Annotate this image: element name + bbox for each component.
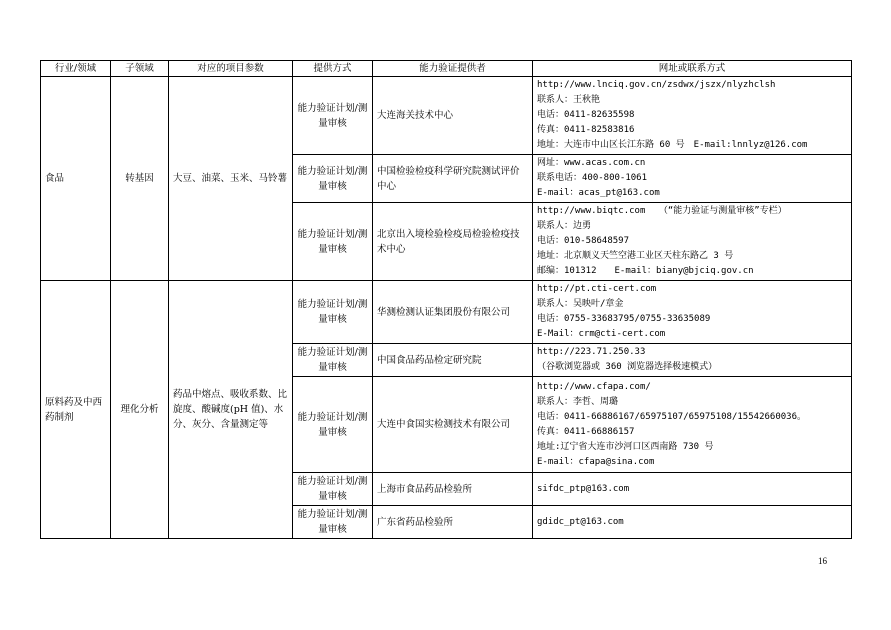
provider-cell: 中国检验检疫科学研究院测试评价中心 <box>373 155 533 203</box>
provider-cell: 北京出入境检验检疫局检验检疫技术中心 <box>373 203 533 281</box>
contact-cell <box>533 506 852 539</box>
col-header-method: 提供方式 <box>293 61 373 77</box>
header-row <box>41 61 852 77</box>
table-row <box>41 281 852 344</box>
col-header-industry: 行业/领域 <box>41 61 111 77</box>
contact-line: 联系人：王秋艳 <box>537 95 601 105</box>
provider-cell: 上海市食品药品检验所 <box>373 473 533 506</box>
contact-line: E-Mail：crm@cti-cert.com <box>537 329 666 339</box>
contact-line: 电话：0411-66886167/65975107/65975108/15542660036。 <box>537 411 806 422</box>
industry-cell: 食品 <box>41 77 111 281</box>
contact-line: 地址：北京顺义天竺空港工业区天柱东路乙 3 号 <box>537 251 734 261</box>
method-cell: 能力验证计划/测量审核 <box>293 155 373 203</box>
subfield-cell: 转基因 <box>111 77 169 281</box>
contact-cell <box>533 281 852 344</box>
provider-cell: 中国食品药品检定研究院 <box>373 344 533 377</box>
table-row <box>41 77 852 155</box>
contact-line: 联系人：李哲、周璐 <box>537 396 619 407</box>
contact-line: 地址:辽宁省大连市沙河口区西南路 730 号 <box>537 441 714 452</box>
contact-cell <box>533 473 852 506</box>
contact-line: 传真：0411-66886157 <box>537 426 635 437</box>
subfield-cell: 理化分析 <box>111 281 169 539</box>
contact-line: E-mail：cfapa@sina.com <box>537 456 655 467</box>
contact-line: 联系人：吴映叶/章金 <box>537 299 624 309</box>
contact-email[interactable]: gdidc_pt@163.com <box>537 516 624 527</box>
contact-url[interactable]: 网址：www.acas.com.cn <box>537 158 646 168</box>
contact-url[interactable]: http://www.biqtc.com （“能力验证与测量审核”专栏） <box>537 206 787 216</box>
contact-url[interactable]: http://www.lnciq.gov.cn/zsdwx/jszx/nlyzhclsh <box>537 80 776 90</box>
capability-table <box>40 60 852 539</box>
contact-url[interactable]: http://pt.cti-cert.com <box>537 284 657 294</box>
col-header-provider: 能力验证提供者 <box>373 61 533 77</box>
params-cell: 大豆、油菜、玉米、马铃薯 <box>169 77 293 281</box>
col-header-params: 对应的项目参数 <box>169 61 293 77</box>
provider-cell: 大连中食国实检测技术有限公司 <box>373 377 533 473</box>
contact-cell <box>533 377 852 473</box>
method-cell: 能力验证计划/测量审核 <box>293 344 373 377</box>
contact-line: 联系电话：400-800-1061 <box>537 173 648 183</box>
col-header-contact: 网址或联系方式 <box>533 61 852 77</box>
contact-cell <box>533 344 852 377</box>
method-cell: 能力验证计划/测量审核 <box>293 473 373 506</box>
provider-cell: 广东省药品检验所 <box>373 506 533 539</box>
method-cell: 能力验证计划/测量审核 <box>293 77 373 155</box>
method-cell: 能力验证计划/测量审核 <box>293 377 373 473</box>
page-number: 16 <box>818 556 827 566</box>
contact-url[interactable]: http://223.71.250.33 <box>537 347 646 357</box>
method-cell: 能力验证计划/测量审核 <box>293 203 373 281</box>
contact-line: （谷歌浏览器或 360 浏览器选择极速模式） <box>537 362 718 372</box>
contact-cell <box>533 77 852 155</box>
contact-cell <box>533 155 852 203</box>
col-header-subfield: 子领域 <box>111 61 169 77</box>
contact-line: 邮编：101312 E-mail：biany@bjciq.gov.cn <box>537 266 754 276</box>
contact-line: 联系人：边勇 <box>537 221 592 231</box>
method-cell: 能力验证计划/测量审核 <box>293 281 373 344</box>
provider-cell: 大连海关技术中心 <box>373 77 533 155</box>
contact-url[interactable]: http://www.cfapa.com/ <box>537 381 651 392</box>
params-cell: 药品中熔点、吸收系数、比旋度、酸碱度(pH 值)、水分、灰分、含量测定等 <box>169 281 293 539</box>
provider-cell: 华测检测认证集团股份有限公司 <box>373 281 533 344</box>
method-cell: 能力验证计划/测量审核 <box>293 506 373 539</box>
contact-line: 地址：大连市中山区长江东路 60 号 E-mail:lnnlyz@126.com <box>537 140 808 150</box>
contact-cell <box>533 203 852 281</box>
contact-line: 电话：010-58648597 <box>537 236 630 246</box>
contact-line: 电话：0755-33683795/0755-33635089 <box>537 314 711 324</box>
industry-cell: 原料药及中西药制剂 <box>41 281 111 539</box>
contact-email[interactable]: sifdc_ptp@163.com <box>537 483 630 494</box>
contact-line: 传真：0411-82583816 <box>537 125 635 135</box>
contact-line: E-mail：acas_pt@163.com <box>537 188 660 198</box>
contact-line: 电话：0411-82635598 <box>537 110 635 120</box>
